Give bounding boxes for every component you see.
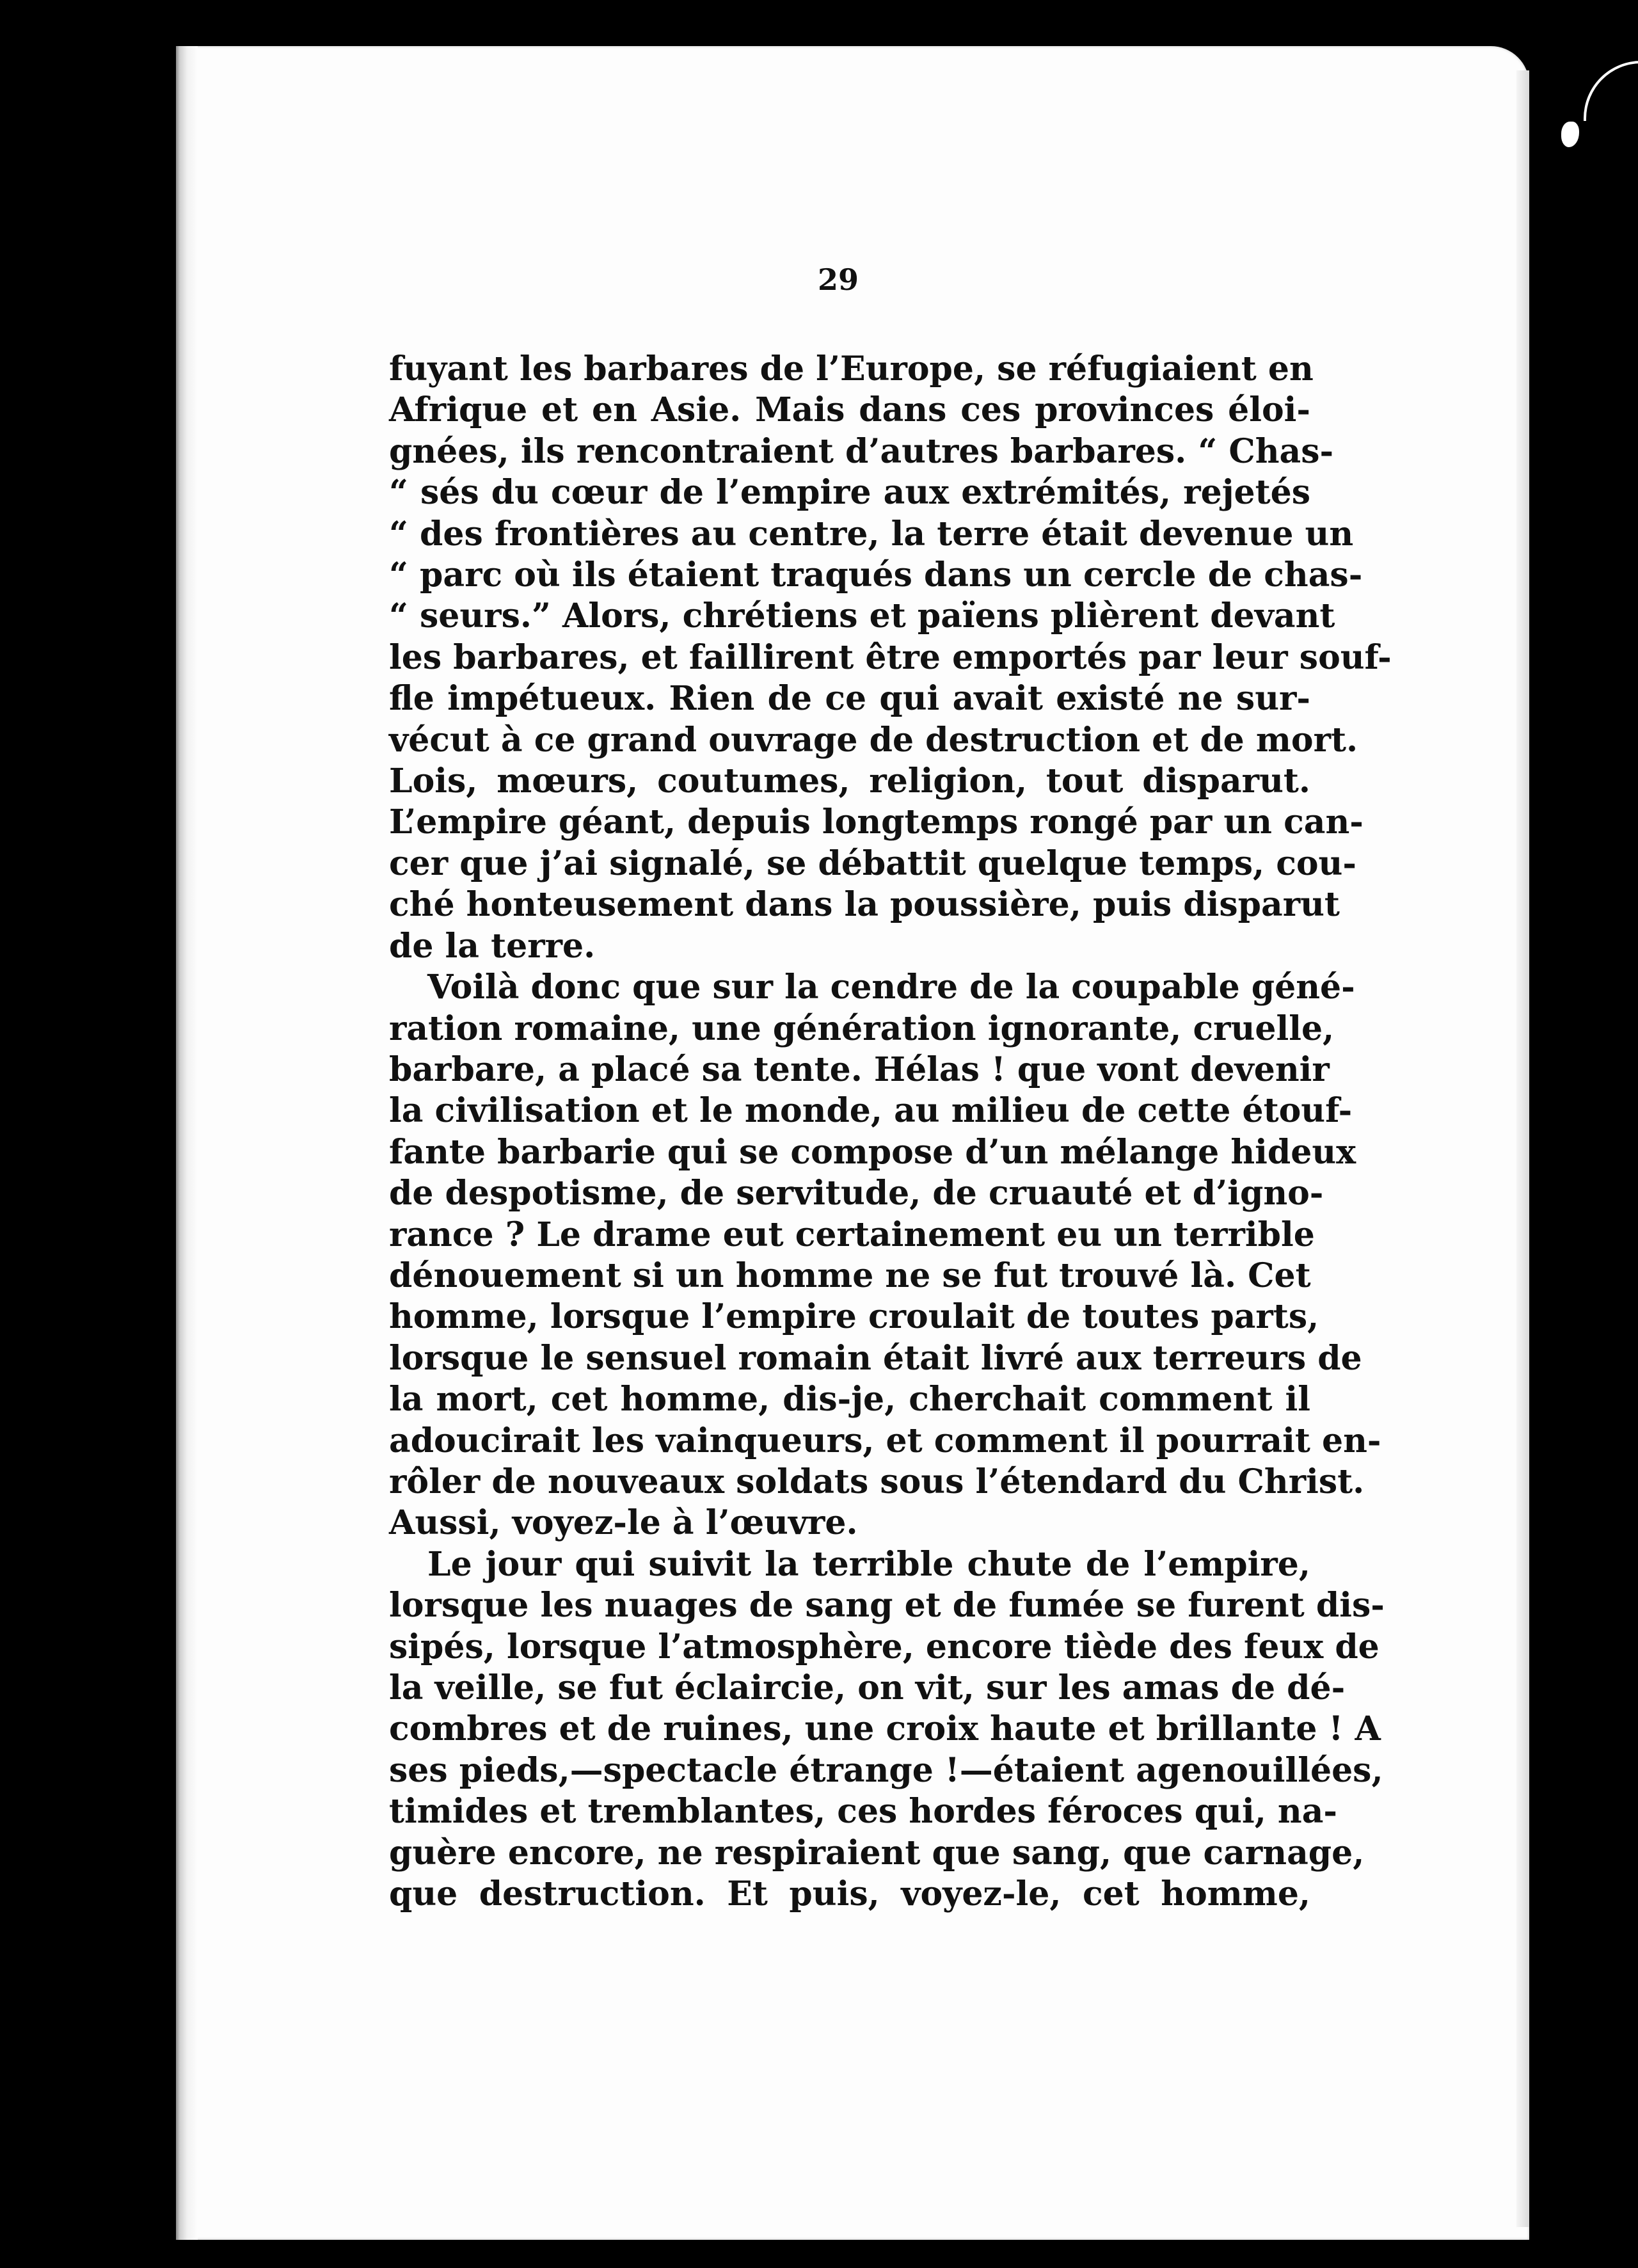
text-line: timides et tremblantes, ces hordes féroces qui, na- [389,1792,1337,1832]
text-line: rôler de nouveaux soldats sous l’étendard du Christ. [389,1462,1365,1501]
text-line: que destruction. Et puis, voyez-le, cet homme, [389,1874,1310,1914]
text-line: Le jour qui suivit la terrible chute de l’empire, [427,1544,1310,1584]
text-line: gnées, ils rencontraient d’autres barbares. “ Chas- [389,431,1334,471]
text-line: “ des frontières au centre, la terre était devenue un [389,514,1354,554]
page-corner-curl [1584,61,1638,121]
text-line: fuyant les barbares de l’Europe, se réfugiaient en [389,349,1314,388]
text-line: barbare, a placé sa tente. Hélas ! que vont devenir [389,1050,1330,1089]
text-line: la veille, se fut éclaircie, on vit, sur les amas de dé- [389,1668,1346,1707]
text-line: guère encore, ne respiraient que sang, que carnage, [389,1833,1365,1873]
text-line: combres et de ruines, une croix haute et brillante ! A [389,1709,1381,1749]
text-line: de la terre. [389,926,596,966]
body-text [389,349,1392,1915]
text-line: ché honteusement dans la poussière, puis disparut [389,885,1340,925]
text-line: “ parc où ils étaient traqués dans un cercle de chas- [389,555,1363,595]
page-gutter-shadow [176,46,198,2240]
text-line: Afrique et en Asie. Mais dans ces provinces éloi- [389,390,1310,430]
text-line: rance ? Le drame eut certainement eu un terrible [389,1215,1315,1254]
text-line: L’empire géant, depuis longtemps rongé par un can- [389,803,1364,842]
text-line: lorsque les nuages de sang et de fumée se furent dis- [389,1586,1385,1625]
text-line: vécut à ce grand ouvrage de destruction et de mort. [389,720,1358,760]
text-line: Aussi, voyez-le à l’œuvre. [389,1503,858,1543]
text-line: les barbares, et faillirent être emportés par leur souf- [389,637,1392,677]
text-line: la civilisation et le monde, au milieu de cette étouf- [389,1091,1353,1131]
text-line: sipés, lorsque l’atmosphère, encore tiède des feux de [389,1627,1380,1666]
text-line: Lois, mœurs, coutumes, religion, tout disparut. [389,762,1310,801]
text-line: ses pieds,—spectacle étrange !—étaient agenouillées, [389,1750,1383,1790]
page-number: 29 [817,262,859,297]
text-line: fle impétueux. Rien de ce qui avait existé ne sur- [389,679,1310,719]
text-line: homme, lorsque l’empire croulait de toutes parts, [389,1297,1319,1337]
text-line: “ sés du cœur de l’empire aux extrémités, rejetés [389,473,1310,513]
page-corner-mark [1561,122,1579,147]
text-line: Voilà donc que sur la cendre de la coupable géné- [427,968,1355,1007]
text-line: fante barbarie qui se compose d’un mélange hideux [389,1132,1356,1172]
text-line: ration romaine, une génération ignorante, cruelle, [389,1009,1335,1048]
text-line: adoucirait les vainqueurs, et comment il pourrait en- [389,1421,1381,1460]
text-line: lorsque le sensuel romain était livré aux terreurs de [389,1338,1362,1378]
text-line: “ seurs.” Alors, chrétiens et païens plièrent devant [389,596,1335,636]
text-line: dénouement si un homme ne se fut trouvé là. Cet [389,1256,1311,1295]
text-line: cer que j’ai signalé, se débattit quelque temps, cou- [389,843,1356,883]
text-line: la mort, cet homme, dis-je, cherchait comment il [389,1380,1310,1419]
text-line: de despotisme, de servitude, de cruauté et d’igno- [389,1174,1324,1213]
page-right-edge [1516,70,1529,2227]
